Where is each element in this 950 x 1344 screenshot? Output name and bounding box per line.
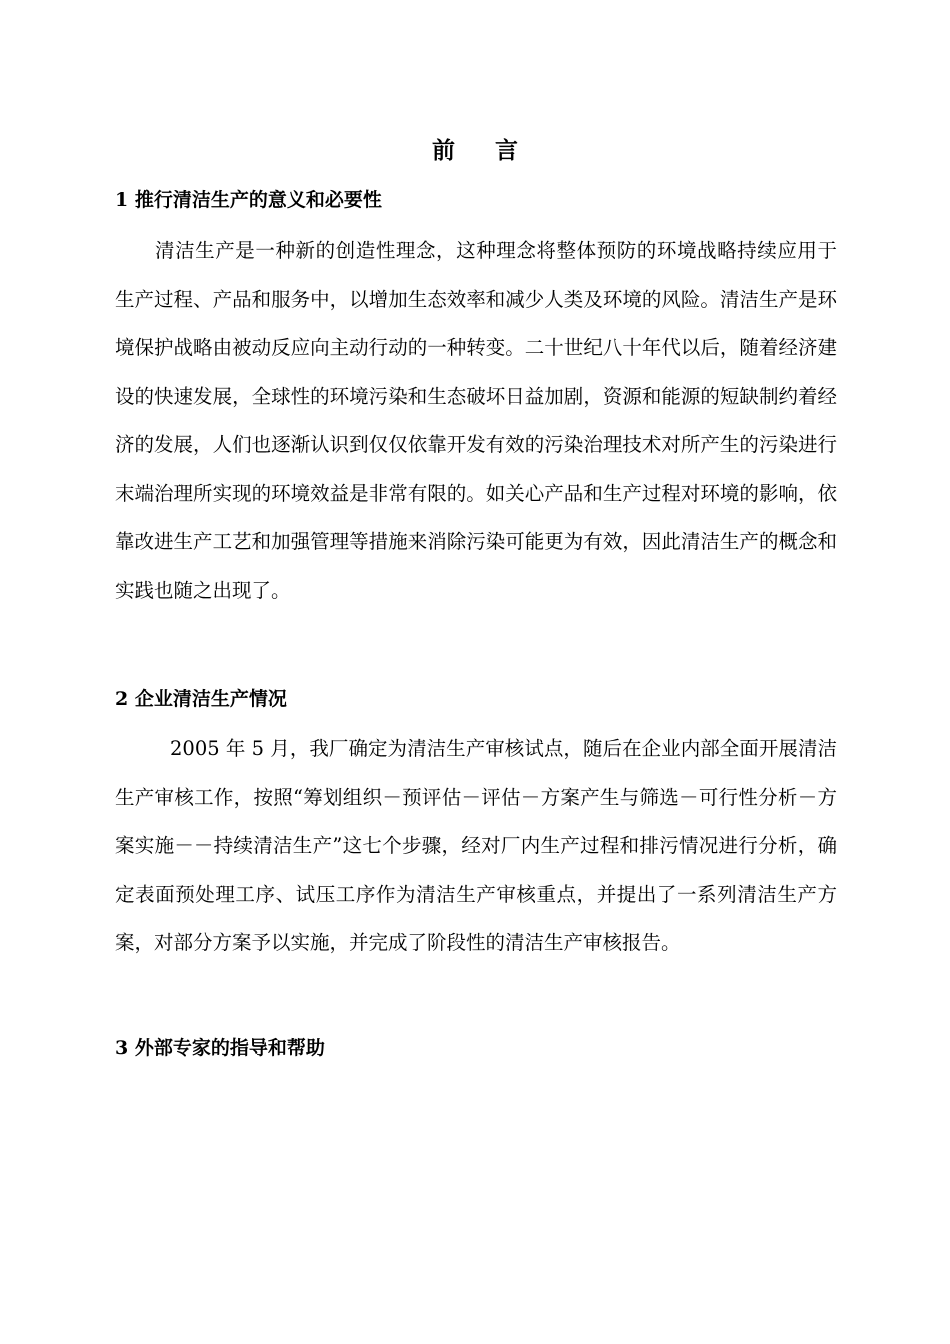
- section-heading-3: 3 外部专家的指导和帮助: [115, 1037, 325, 1059]
- section-body-1: 清洁生产是一种新的创造性理念，这种理念将整体预防的环境战略持续应用于生产过程、产品和服务中，以增加生态效率和减少人类及环境的风险。清洁生产是环境保护战略由被动反应向主动行动的一种转变。二十世纪八十年代以后，随着经济建设的快速发展，全球性的环境污染和生态破坏日益加剧，资源和能源的短缺制约着经济的发展，人们也逐渐认识到仅仅依靠开发有效的污染治理技术对所产生的污染进行末端治理所实现的环境效益是非常有限的。如关心产品和生产过程对环境的影响，依靠改进生产工艺和加强管理等措施来消除污染可能更为有效，因此清洁生产的概念和实践也随之出现了。: [115, 239, 837, 602]
- page-title-part1: 前: [432, 137, 455, 164]
- section-heading-1: 1 推行清洁生产的意义和必要性: [115, 189, 382, 211]
- page-title-part2: 言: [495, 137, 518, 164]
- page-title: [0, 132, 950, 165]
- section-body-2: 2005 年 5 月，我厂确定为清洁生产审核试点，随后在企业内部全面开展清洁生产审核工作，按照“筹划组织－预评估－评估－方案产生与筛选－可行性分析－方案实施－－持续清洁生产”这七个步骤，经对厂内生产过程和排污情况进行分析，确定表面预处理工序、试压工序作为清洁生产审核重点，并提出了一系列清洁生产方案，对部分方案予以实施，并完成了阶段性的清洁生产审核报告。: [115, 737, 837, 954]
- section-heading-2: 2 企业清洁生产情况: [115, 688, 287, 710]
